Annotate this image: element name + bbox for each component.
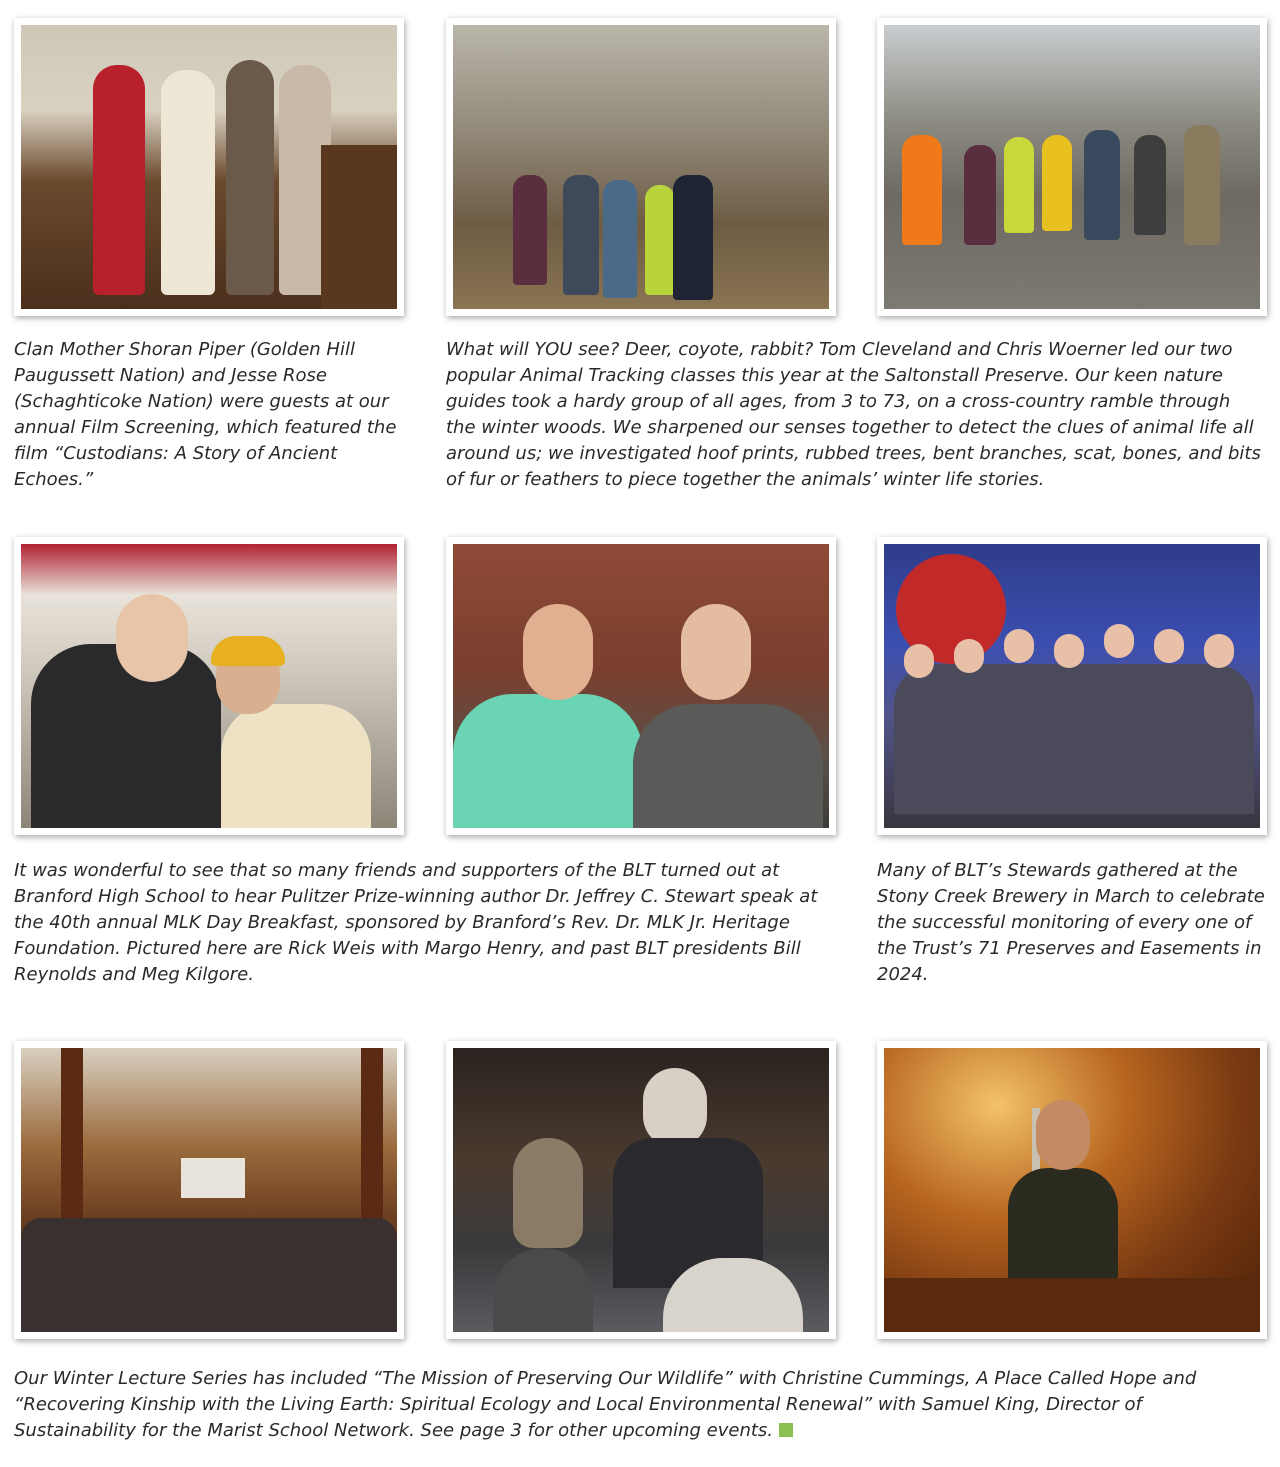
photo-animal-tracking-group: [877, 18, 1267, 316]
photo-film-screening: [14, 18, 404, 316]
photo-samuel-king-lecture: [877, 1041, 1267, 1339]
caption-lecture-series: [14, 1366, 1264, 1444]
caption-mlk-breakfast: It was wonderful to see that so many friends and supporters of the BLT turned out at Branford High School to hear Pulitzer Prize-winning author Dr. Jeffrey C. Stewart speak at the 40th annual MLK Day Breakfast, sponsored by Branford’s Rev. Dr. MLK Jr. Heritage Foundation. Pictured here are Rick Weis with Margo Henry, and past BLT presidents Bill Reynolds and Meg Kilgore.: [14, 860, 818, 985]
end-of-article-mark: [779, 1423, 793, 1437]
photo-mlk-rick-margo: [14, 537, 404, 835]
photo-lecture-hall: [14, 1041, 404, 1339]
photo-animal-tracking-woods: [446, 18, 836, 316]
photo-stewards-brewery: [877, 537, 1267, 835]
photo-mlk-bill-meg: [446, 537, 836, 835]
caption-animal-tracking: What will YOU see? Deer, coyote, rabbit? Tom Cleveland and Chris Woerner led our two popular Animal Tracking classes this year at the Saltonstall Preserve. Our keen nature guides took a hardy group of all ages, from 3 to 73, on a cross-country ramble through the winter woods. We sharpened our senses together to detect the clues of animal life all around us; we investigated hoof prints, rubbed trees, bent branches, scat, bones, and bits of fur or feathers to piece together the animals’ winter life stories.: [446, 339, 1261, 490]
photo-owl-presentation: [446, 1041, 836, 1339]
caption-lecture-series-text: Our Winter Lecture Series has included “The Mission of Preserving Our Wildlife” with Christine Cummings, A Place Called Hope and “Recovering Kinship with the Living Earth: Spiritual Ecology and Local Environmental Renewal” with Samuel King, Director of Sustainability for the Marist School Network. See page 3 for other upcoming events.: [14, 1368, 1197, 1441]
caption-stewards: Many of BLT’s Stewards gathered at the Stony Creek Brewery in March to celebrate the successful monitoring of every one of the Trust’s 71 Preserves and Easements in 2024.: [877, 860, 1265, 985]
caption-film-screening: Clan Mother Shoran Piper (Golden Hill Paugussett Nation) and Jesse Rose (Schaghticoke Nation) were guests at our annual Film Screening, which featured the film “Custodians: A Story of Ancient Echoes.”: [14, 339, 397, 490]
